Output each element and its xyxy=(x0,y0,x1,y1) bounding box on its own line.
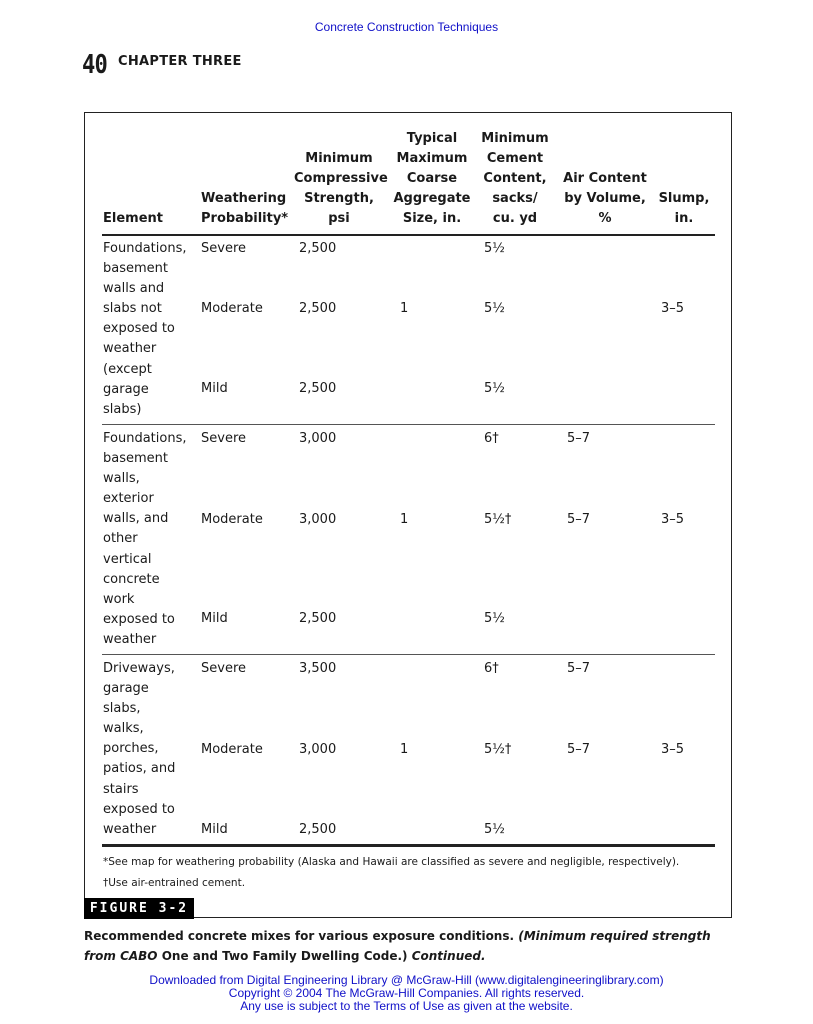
table-cell-slump: 3–5 xyxy=(661,512,685,527)
header-rule xyxy=(102,234,715,236)
table-cell-aggregate: 1 xyxy=(400,512,409,527)
page-number: 40 xyxy=(82,50,107,80)
table-cell-cement: 6† xyxy=(484,431,499,446)
table-cell-cement: 5½† xyxy=(484,742,512,757)
figure-caption: Recommended concrete mixes for various exposure conditions. (Minimum required strength from CABO One and Two Family Dwelling Code.) Continued. xyxy=(84,929,711,963)
footnote-weathering: *See map for weathering probability (Alaska and Hawaii are classified as severe and negligible, respectively). xyxy=(103,856,680,868)
table-cell-weathering: Mild xyxy=(201,822,228,837)
table-cell-air: 5–7 xyxy=(567,431,591,446)
header-air-content: Air Content by Volume, % xyxy=(563,171,647,226)
group-divider xyxy=(102,424,715,425)
header-aggregate: Typical Maximum Coarse Aggregate Size, in. xyxy=(393,131,471,226)
table-cell-strength: 3,000 xyxy=(299,512,337,527)
table-cell-strength: 3,500 xyxy=(299,661,337,676)
figure-label: FIGURE 3-2 xyxy=(84,898,194,919)
table-cell-cement: 5½ xyxy=(484,611,505,626)
table-cell-cement: 5½† xyxy=(484,512,512,527)
table-cell-cement: 5½ xyxy=(484,301,505,316)
group-3-element: Driveways, garage slabs, walks, porches, patios, and stairs exposed to weather xyxy=(103,661,176,837)
footnote-air-entrained: †Use air-entrained cement. xyxy=(103,877,246,889)
table-cell-slump: 3–5 xyxy=(661,742,685,757)
group-1-element: Foundations, basement walls and slabs not exposed to weather (except garage slabs) xyxy=(103,241,187,417)
table-cell-aggregate: 1 xyxy=(400,742,409,757)
table-cell-weathering: Moderate xyxy=(201,301,263,316)
table-cell-strength: 2,500 xyxy=(299,822,337,837)
table-cell-slump: 3–5 xyxy=(661,301,685,316)
table-cell-weathering: Severe xyxy=(201,241,246,256)
table-cell-strength: 3,000 xyxy=(299,742,337,757)
table-cell-weathering: Severe xyxy=(201,431,246,446)
table-cell-strength: 2,500 xyxy=(299,241,337,256)
table-bottom-rule xyxy=(102,844,715,847)
table-cell-strength: 2,500 xyxy=(299,381,337,396)
document-header-title: Concrete Construction Techniques xyxy=(314,20,499,34)
header-element: Element xyxy=(103,211,163,226)
table-cell-strength: 3,000 xyxy=(299,431,337,446)
header-weathering: Weathering Probability* xyxy=(201,191,289,226)
group-2-element: Foundations, basement walls, exterior walls, and other vertical concrete work exposed to weather xyxy=(103,431,187,647)
table-cell-air: 5–7 xyxy=(567,742,591,757)
table-cell-cement: 5½ xyxy=(484,241,505,256)
table-cell-cement: 5½ xyxy=(484,381,505,396)
table-cell-weathering: Mild xyxy=(201,381,228,396)
table-cell-cement: 6† xyxy=(484,661,499,676)
table-cell-aggregate: 1 xyxy=(400,301,409,316)
header-strength: Minimum Compressive Strength, psi xyxy=(294,151,388,226)
table-cell-weathering: Severe xyxy=(201,661,246,676)
table-cell-weathering: Moderate xyxy=(201,742,263,757)
table-cell-strength: 2,500 xyxy=(299,611,337,626)
table-cell-cement: 5½ xyxy=(484,822,505,837)
header-cement: Minimum Cement Content, sacks/ cu. yd xyxy=(481,131,549,226)
table-cell-air: 5–7 xyxy=(567,512,591,527)
header-slump: Slump, in. xyxy=(658,191,710,226)
table-cell-air: 5–7 xyxy=(567,661,591,676)
footer-copyright-line: Copyright © 2004 The McGraw-Hill Companies. All rights reserved. xyxy=(228,986,585,1000)
table-cell-strength: 2,500 xyxy=(299,301,337,316)
chapter-title: CHAPTER THREE xyxy=(118,54,242,69)
footer-terms-line: Any use is subject to the Terms of Use as given at the website. xyxy=(240,999,573,1013)
table-cell-weathering: Moderate xyxy=(201,512,263,527)
table-cell-weathering: Mild xyxy=(201,611,228,626)
footer-download-line: Downloaded from Digital Engineering Library @ McGraw-Hill (www.digitalengineeringlibrary.com) xyxy=(149,973,664,987)
group-divider xyxy=(102,654,715,655)
